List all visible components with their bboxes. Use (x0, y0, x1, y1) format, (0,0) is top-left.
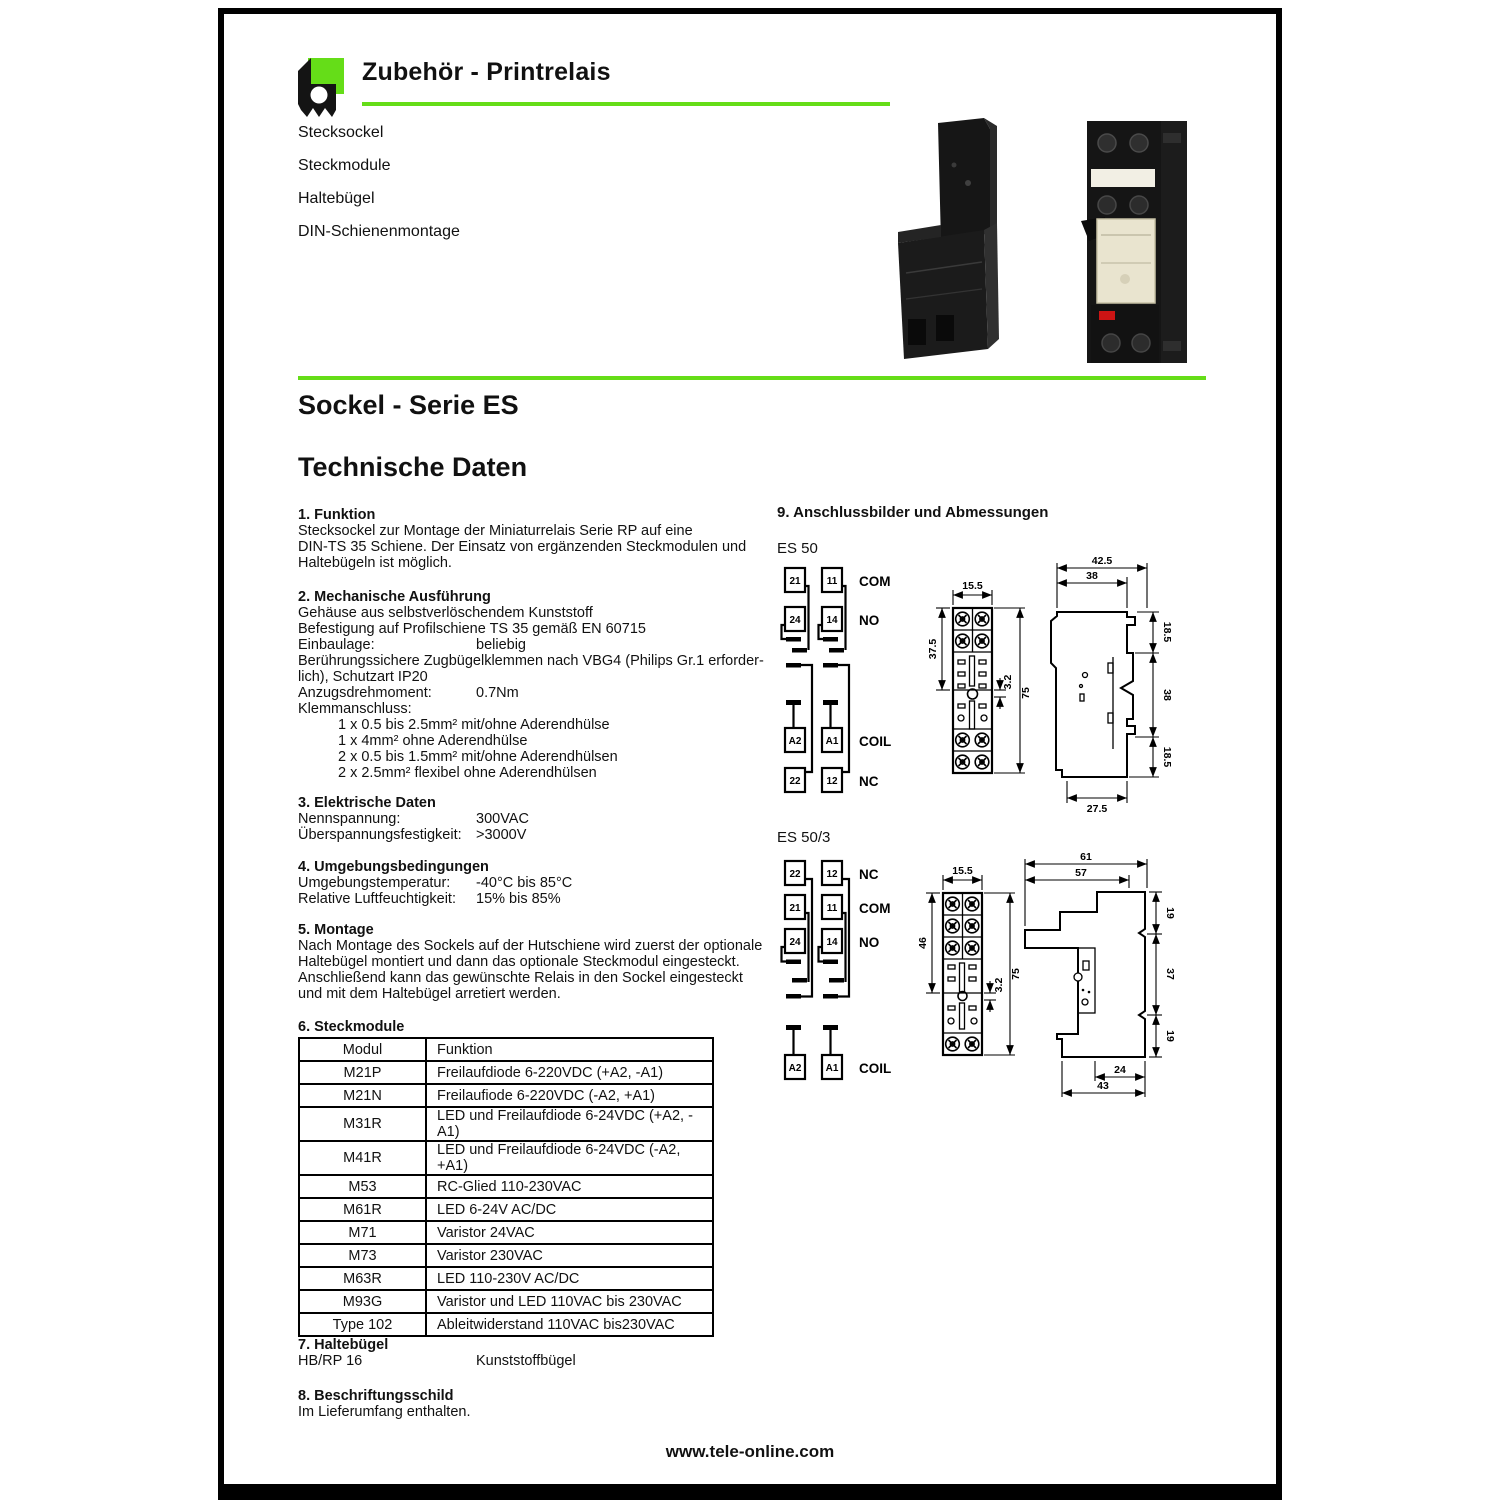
cell-modul: M71 (299, 1221, 426, 1244)
cell-modul: M63R (299, 1267, 426, 1290)
es503-front-view (917, 865, 1022, 1055)
module-table (298, 1037, 714, 1337)
contact-label-no: NO (859, 935, 880, 950)
table-row (299, 1198, 713, 1221)
cell-funktion: Ableitwiderstand 110VAC bis230VAC (426, 1313, 713, 1336)
es503-schematic (782, 861, 892, 1079)
body-line: Nach Montage des Sockels auf der Hutschiene wird zuerst der optionale (298, 938, 763, 954)
spec-label: HB/RP 16 (298, 1353, 363, 1369)
cell-modul: M61R (299, 1198, 426, 1221)
cell-funktion: LED und Freilaufdiode 6-24VDC (+A2, -A1) (426, 1107, 713, 1141)
spec-label: Einbaulage: (298, 637, 375, 653)
dim-front-h: 75 (1010, 968, 1022, 980)
dim-side-r2: 38 (1161, 689, 1173, 701)
table-row (299, 1141, 713, 1175)
contact-label-coil: COIL (859, 1061, 892, 1076)
table-row (299, 1267, 713, 1290)
spec-row (298, 827, 768, 843)
terminal-11: 11 (826, 576, 838, 587)
spec-label: Anzugsdrehmoment: (298, 685, 432, 701)
tech-data-title: Technische Daten (298, 452, 528, 482)
cell-funktion: RC-Glied 110-230VAC (426, 1175, 713, 1198)
table-header-row (299, 1038, 713, 1061)
section-heading-steckmodule: 6. Steckmodule (298, 1019, 405, 1035)
list-item-din-montage: DIN-Schienenmontage (298, 223, 460, 240)
photo-socket (884, 113, 1036, 371)
terminal-12: 12 (826, 776, 838, 787)
cell-modul: M93G (299, 1290, 426, 1313)
dim-front-h: 75 (1020, 687, 1032, 699)
dim-front-h2: 3.2 (1002, 674, 1014, 690)
table-row (299, 1313, 713, 1336)
list-item-stecksockel: Stecksockel (298, 124, 384, 141)
cell-funktion: LED und Freilaufdiode 6-24VDC (-A2, +A1) (426, 1141, 713, 1175)
body-line: Anschließend kann das gewünschte Relais in den Sockel eingesteckt (298, 970, 743, 986)
terminal-24: 24 (789, 615, 801, 626)
dim-side-b: 27.5 (1086, 803, 1108, 815)
body-line: Stecksockel zur Montage der Miniaturrelais Serie RP auf eine (298, 523, 693, 539)
list-item-steckmodule: Steckmodule (298, 157, 391, 174)
spec-row (298, 875, 768, 891)
terminal-24: 24 (789, 937, 801, 948)
es50-diagram (775, 553, 1205, 825)
section-heading: 3. Elektrische Daten (298, 795, 436, 811)
photo-socket-with-relay (1063, 113, 1205, 371)
cell-funktion: LED 6-24V AC/DC (426, 1198, 713, 1221)
dim-front-h1: 37.5 (927, 638, 939, 660)
spec-value: Kunststoffbügel (476, 1353, 576, 1369)
terminal-11: 11 (826, 903, 838, 914)
list-item: 2 x 0.5 bis 1.5mm² mit/ohne Aderendhülsen (338, 749, 618, 765)
table-row (299, 1107, 713, 1141)
body-line: Befestigung auf Profilschiene TS 35 gemäß EN 60715 (298, 621, 646, 637)
contact-label-nc: NC (859, 774, 879, 789)
es50-schematic (782, 568, 892, 792)
section-haltebuegel (298, 1337, 768, 1369)
body-line: und mit dem Haltebügel arretiert werden. (298, 986, 561, 1002)
body-line: Haltebügeln ist möglich. (298, 555, 452, 571)
cell-modul: M41R (299, 1141, 426, 1175)
terminal-21: 21 (789, 576, 801, 587)
section-divider-rule (298, 376, 1206, 380)
spec-value: beliebig (476, 637, 526, 653)
table-row (299, 1061, 713, 1084)
spec-row (298, 1353, 768, 1369)
cell-funktion: Freilaufdiode 6-220VDC (+A2, -A1) (426, 1061, 713, 1084)
dim-side-w2: 38 (1086, 570, 1098, 582)
table-row (299, 1290, 713, 1313)
cell-funktion: Varistor und LED 110VAC bis 230VAC (426, 1290, 713, 1313)
contact-label-com: COM (859, 574, 891, 589)
terminal-21: 21 (789, 903, 801, 914)
section-funktion (298, 507, 768, 571)
col-header-funktion: Funktion (426, 1038, 713, 1061)
dim-side-w1: 42.5 (1091, 555, 1113, 567)
cell-funktion: LED 110-230V AC/DC (426, 1267, 713, 1290)
section-heading: 1. Funktion (298, 507, 376, 523)
contact-label-no: NO (859, 613, 880, 628)
terminal-a1: A1 (825, 1063, 839, 1074)
terminal-a2: A2 (788, 1063, 802, 1074)
es50-side-view (1051, 555, 1173, 815)
series-title: Sockel - Serie ES (298, 390, 519, 420)
cell-funktion: Varistor 24VAC (426, 1221, 713, 1244)
es50-front-view (927, 580, 1032, 773)
cell-funktion: Freilaufiode 6-220VDC (-A2, +A1) (426, 1084, 713, 1107)
cell-modul: M73 (299, 1244, 426, 1267)
table-row (299, 1221, 713, 1244)
terminal-14: 14 (826, 937, 838, 948)
dim-side-r3: 19 (1164, 1030, 1176, 1042)
dim-side-r2: 37 (1164, 968, 1176, 980)
body-line: Klemmanschluss: (298, 701, 412, 717)
title-underline (362, 102, 890, 106)
table-row (299, 1244, 713, 1267)
section-heading: 7. Haltebügel (298, 1337, 389, 1353)
dim-side-r1: 19 (1164, 907, 1176, 919)
cell-modul: Type 102 (299, 1313, 426, 1336)
dim-side-w2: 57 (1075, 867, 1087, 879)
page-frame (218, 8, 1282, 1500)
contact-label-coil: COIL (859, 734, 892, 749)
body-line: Im Lieferumfang enthalten. (298, 1404, 471, 1420)
body-line: DIN-TS 35 Schiene. Der Einsatz von ergänzenden Steckmodulen und (298, 539, 747, 555)
spec-value: 0.7Nm (476, 685, 519, 701)
col-header-modul: Modul (299, 1038, 426, 1061)
list-item: 2 x 2.5mm² flexibel ohne Aderendhülsen (338, 765, 597, 781)
table-row (299, 1175, 713, 1198)
section-mechanik (298, 589, 768, 781)
dim-front-width: 15.5 (952, 865, 973, 877)
spec-value: 300VAC (476, 811, 529, 827)
spec-row (298, 685, 768, 701)
terminal-22: 22 (789, 776, 801, 787)
cell-modul: M53 (299, 1175, 426, 1198)
cell-modul: M21N (299, 1084, 426, 1107)
list-item: 1 x 4mm² ohne Aderendhülse (338, 733, 528, 749)
list-item: 1 x 0.5 bis 2.5mm² mit/ohne Aderendhülse (338, 717, 610, 733)
terminal-22: 22 (789, 869, 801, 880)
dim-side-b1: 24 (1114, 1064, 1126, 1076)
dim-side-w1: 61 (1080, 853, 1092, 863)
body-line: Gehäuse aus selbstverlöschendem Kunststoff (298, 605, 593, 621)
section-elektrik (298, 795, 768, 843)
logo-circle (311, 87, 328, 104)
section-heading: 8. Beschriftungsschild (298, 1388, 454, 1404)
dim-side-r3: 18.5 (1161, 746, 1173, 768)
section-montage (298, 922, 768, 1002)
cell-modul: M31R (299, 1107, 426, 1141)
table-row (299, 1084, 713, 1107)
spec-label: Nennspannung: (298, 811, 401, 827)
es503-label: ES 50/3 (777, 829, 831, 846)
contact-label-com: COM (859, 901, 891, 916)
dim-side-b2: 43 (1097, 1080, 1109, 1092)
es503-side-view (1025, 853, 1176, 1097)
dim-front-width: 15.5 (962, 580, 983, 592)
spec-value: >3000V (476, 827, 527, 843)
terminal-a2: A2 (788, 736, 802, 747)
cell-funktion: Varistor 230VAC (426, 1244, 713, 1267)
terminal-14: 14 (826, 615, 838, 626)
section-heading: 2. Mechanische Ausführung (298, 589, 491, 605)
terminal-12: 12 (826, 869, 838, 880)
section-heading: 5. Montage (298, 922, 374, 938)
spec-row (298, 811, 768, 827)
dim-front-h1: 46 (917, 937, 929, 949)
section-heading-anschluss: 9. Anschlussbilder und Abmessungen (777, 504, 1049, 521)
body-line: Haltebügel montiert und dann das optionale Steckmodul eingesteckt. (298, 954, 740, 970)
cell-modul: M21P (299, 1061, 426, 1084)
spec-label: Relative Luftfeuchtigkeit: (298, 891, 456, 907)
es503-diagram (775, 853, 1205, 1145)
terminal-a1: A1 (825, 736, 839, 747)
page-title: Zubehör - Printrelais (362, 58, 611, 86)
dim-front-h2: 3.2 (993, 977, 1005, 993)
spec-row (298, 891, 768, 907)
section-heading: 4. Umgebungsbedingungen (298, 859, 489, 875)
tele-logo (288, 54, 354, 132)
body-line: lich), Schutzart IP20 (298, 669, 428, 685)
dim-side-r1: 18.5 (1161, 621, 1173, 643)
section-umgebung (298, 859, 768, 907)
spec-label: Umgebungstemperatur: (298, 875, 451, 891)
es50-label: ES 50 (777, 540, 818, 557)
body-line: Berührungssichere Zugbügelklemmen nach VBG4 (Philips Gr.1 erforder- (298, 653, 764, 669)
spec-row (298, 637, 768, 653)
section-schild (298, 1388, 768, 1420)
footer-url: www.tele-online.com (665, 1442, 835, 1461)
spec-value: 15% bis 85% (476, 891, 561, 907)
contact-label-nc: NC (859, 867, 879, 882)
spec-label: Überspannungsfestigkeit: (298, 827, 462, 843)
list-item-haltebuegel: Haltebügel (298, 190, 375, 207)
spec-value: -40°C bis 85°C (476, 875, 573, 891)
